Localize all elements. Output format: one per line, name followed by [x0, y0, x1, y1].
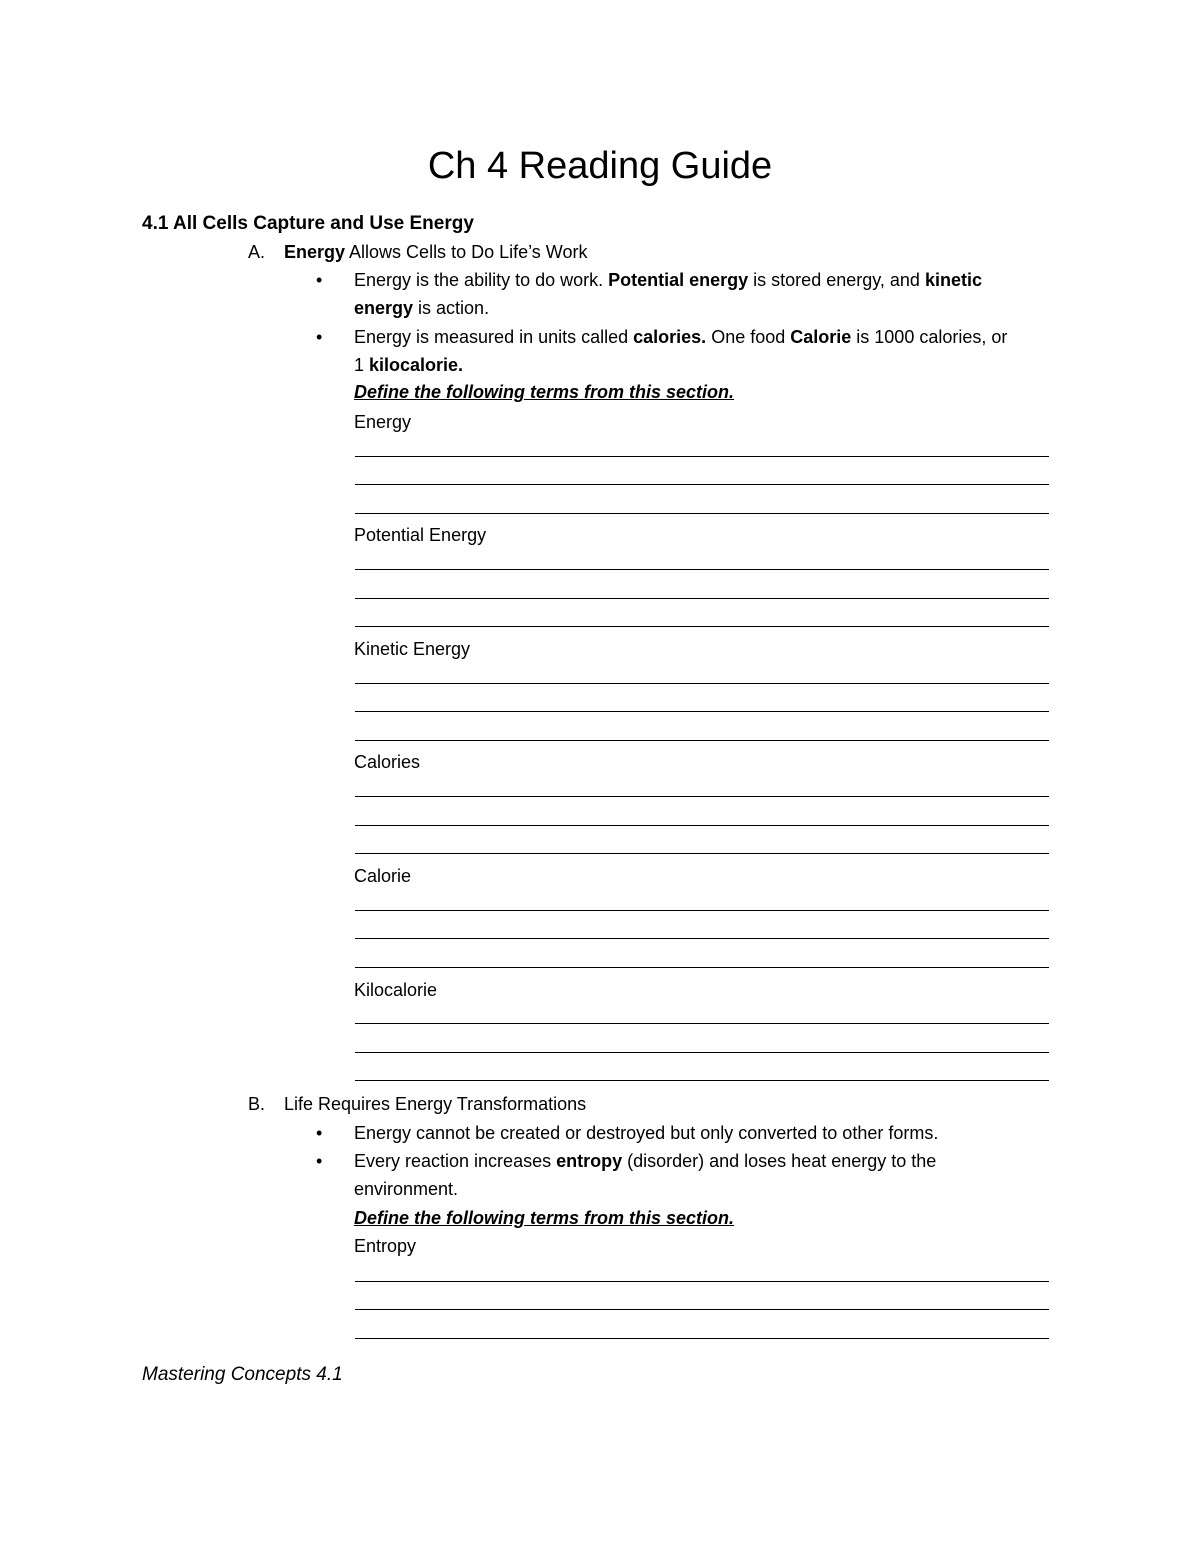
- bullet-text: Energy is the ability to do work. Potential energy is stored energy, and kinetic energy is action.: [354, 270, 982, 319]
- bullet-dot: •: [316, 327, 323, 347]
- term-label: Entropy: [354, 1236, 417, 1256]
- subsection-title: Life Requires Energy Transformations: [284, 1094, 587, 1114]
- term-label: Energy: [354, 412, 412, 432]
- answer-line[interactable]: [355, 711, 1049, 712]
- bullet-energy-definition: [316, 266, 1061, 323]
- bullet-dot: •: [316, 1123, 323, 1143]
- bullet-dot: •: [316, 1151, 323, 1171]
- instruction-define-terms: Define the following terms from this section.: [354, 1208, 735, 1228]
- answer-line[interactable]: [355, 967, 1049, 968]
- footer-heading: Mastering Concepts 4.1: [142, 1364, 343, 1385]
- subsection-title: Allows Cells to Do Life’s Work: [345, 242, 588, 262]
- term-label: Kinetic Energy: [354, 639, 471, 659]
- answer-line[interactable]: [355, 1080, 1049, 1081]
- answer-line[interactable]: [355, 598, 1049, 599]
- answer-line[interactable]: [355, 938, 1049, 939]
- answer-line[interactable]: [355, 513, 1049, 514]
- answer-line[interactable]: [355, 569, 1049, 570]
- answer-line[interactable]: [355, 910, 1049, 911]
- bullet-text: Every reaction increases entropy (disorder) and loses heat energy to the environment.: [354, 1151, 937, 1200]
- answer-line[interactable]: [355, 456, 1049, 457]
- subsection-a-heading: [248, 238, 587, 266]
- answer-line[interactable]: [355, 626, 1049, 627]
- instruction-define-terms: Define the following terms from this section.: [354, 382, 735, 402]
- bullet-dot: •: [316, 270, 323, 290]
- answer-line[interactable]: [355, 825, 1049, 826]
- subsection-bold-word: Energy: [284, 242, 346, 262]
- answer-line[interactable]: [355, 740, 1049, 741]
- section-heading: 4.1 All Cells Capture and Use Energy: [142, 213, 474, 234]
- answer-line[interactable]: [355, 853, 1049, 854]
- answer-line[interactable]: [355, 484, 1049, 485]
- term-label: Calories: [354, 752, 421, 772]
- term-label: Potential Energy: [354, 525, 487, 545]
- answer-line[interactable]: [355, 1309, 1049, 1310]
- page-title: Ch 4 Reading Guide: [427, 145, 773, 187]
- answer-line[interactable]: [355, 1281, 1049, 1282]
- subsection-letter: B.: [248, 1094, 266, 1114]
- term-label: Calorie: [354, 866, 412, 886]
- answer-line[interactable]: [355, 1338, 1049, 1339]
- bullet-energy-units: [316, 323, 1061, 380]
- subsection-letter: A.: [248, 242, 266, 262]
- subsection-b-heading: [248, 1090, 586, 1118]
- bullet-text: Energy cannot be created or destroyed but only converted to other forms.: [354, 1123, 939, 1143]
- bullet-text: Energy is measured in units called calories. One food Calorie is 1000 calories, or 1 kilocalorie.: [354, 327, 1008, 376]
- answer-line[interactable]: [355, 683, 1049, 684]
- answer-line[interactable]: [355, 1023, 1049, 1024]
- term-label: Kilocalorie: [354, 980, 438, 1000]
- bullet-energy-conservation: [316, 1119, 1061, 1147]
- bullet-entropy: [316, 1147, 1061, 1204]
- answer-line[interactable]: [355, 796, 1049, 797]
- answer-line[interactable]: [355, 1052, 1049, 1053]
